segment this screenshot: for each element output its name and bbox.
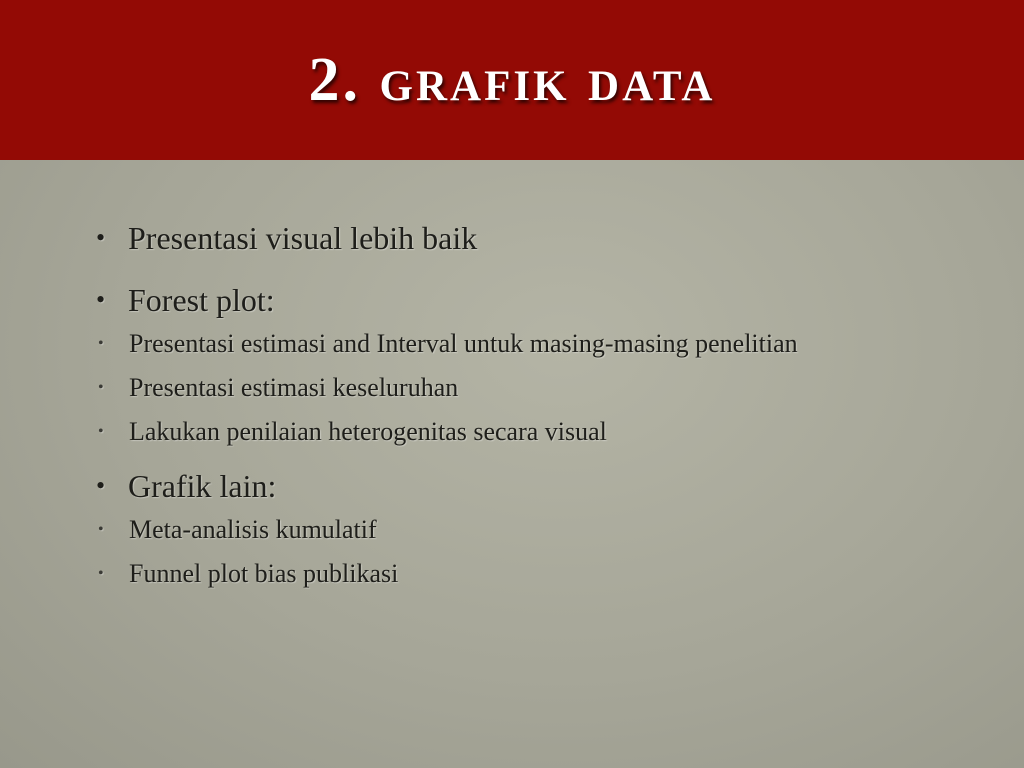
sub-bullet-item: [96, 514, 926, 546]
sub-bullet-item: [96, 416, 926, 448]
sub-bullet-item: [96, 372, 926, 404]
bullet-content: [96, 218, 926, 608]
bullet-dot-icon: •: [96, 223, 106, 252]
sub-bullet-dot-icon: •: [98, 565, 104, 582]
sub-bullet-dot-icon: •: [98, 521, 104, 538]
bullet-dot-icon: •: [96, 471, 106, 500]
sub-bullet-text: Presentasi estimasi keseluruhan: [129, 373, 459, 402]
sub-bullet-list: [96, 514, 926, 590]
sub-bullet-dot-icon: •: [98, 335, 104, 352]
bullet-dot-icon: •: [96, 285, 106, 314]
bullet-text: Presentasi visual lebih baik: [128, 220, 478, 256]
sub-bullet-text: Funnel plot bias publikasi: [129, 559, 399, 588]
bullet-item: [96, 466, 926, 506]
bullet-group: [96, 218, 926, 258]
sub-bullet-item: [96, 558, 926, 590]
bullet-item: [96, 280, 926, 320]
sub-bullet-dot-icon: •: [98, 423, 104, 440]
bullet-item: [96, 218, 926, 258]
sub-bullet-list: [96, 328, 926, 448]
sub-bullet-text: Lakukan penilaian heterogenitas secara visual: [129, 417, 607, 446]
slide-title: 2. grafik data: [308, 46, 716, 114]
sub-bullet-dot-icon: •: [98, 379, 104, 396]
sub-bullet-item: [96, 328, 926, 360]
sub-bullet-text: Meta-analisis kumulatif: [129, 515, 377, 544]
bullet-text: Forest plot:: [128, 282, 275, 318]
sub-bullet-text: Presentasi estimasi and Interval untuk masing-masing penelitian: [129, 329, 798, 358]
bullet-group: [96, 466, 926, 590]
title-bar: [0, 0, 1024, 160]
bullet-text: Grafik lain:: [128, 468, 277, 504]
bullet-group: [96, 280, 926, 448]
